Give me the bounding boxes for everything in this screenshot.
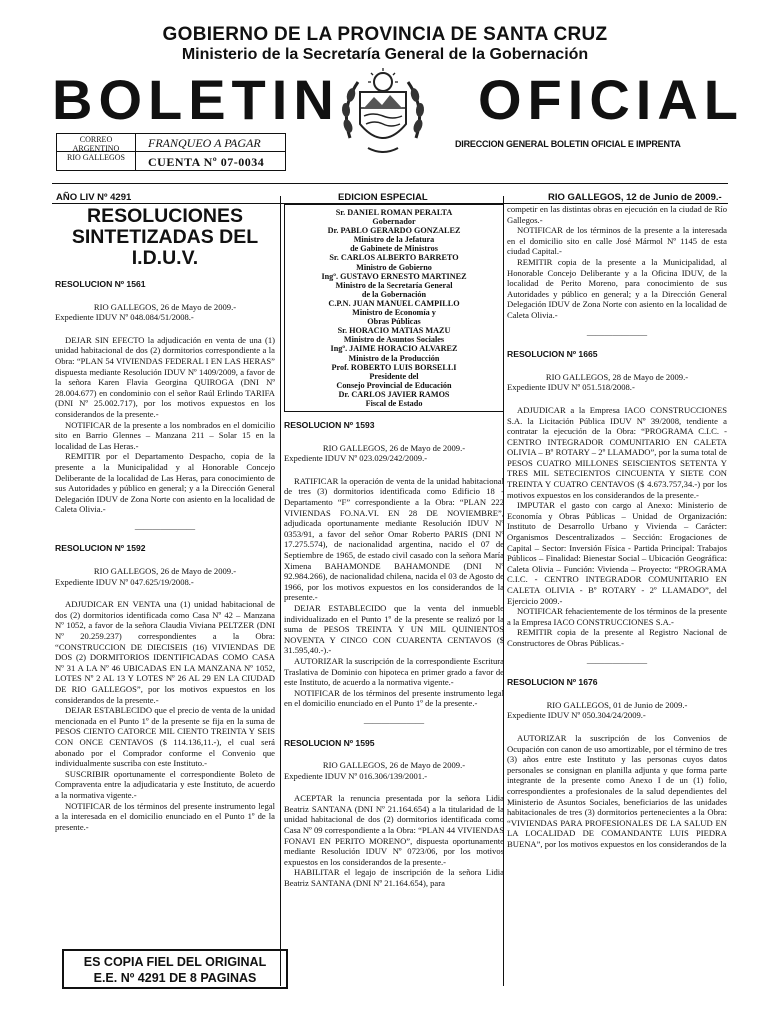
authority-line: de la Gobernación (361, 289, 427, 299)
copy-line: E.E. Nº 4291 DE 8 PAGINAS (93, 971, 257, 985)
authority-line: Gobernador (372, 217, 416, 227)
authority-line: Ministro de la Producción (348, 353, 440, 363)
resolution-paragraph: IMPUTAR el gasto con cargo al Anexo: Ministerio de Economía y Obras Públicas – Unidad de Organización: Instituto de Desarrollo Urbano y Vivienda – Carácter: Organismos Descentralizados – Sección: Erogaciones de Capital – Sector: Inversión Física - Partida Principal: Trabajos Públicos – Finalidad: Bienestar Social – Ubicación Geográfica: Caleta Olivia – Función: Vivienda – Proyecto: “PROGRAMA C.I.C. - CENTRO INTEGRADOR COMUNITARIO EN CALETA OLIVIA - Bº ROTARY - 2º LLAMADO”, del Ejercicio 2009.- (507, 500, 727, 606)
publication-date: RIO GALLEGOS, 12 de Junio de 2009.- (548, 192, 722, 203)
resolution-number: RESOLUCION Nº 1593 (284, 420, 375, 431)
section-separator: ——————— (134, 522, 196, 533)
resolution-paragraph: RATIFICAR la operación de venta de la unidad habitacional de tres (3) dormitorios identificada como Edificio 18 - Departamento “F” correspondiente a la Obra: “PLAN 222 VIVIENDAS FO.NA.VI. EN 28 DE NOVIEMBRE”, adjudicada oportunamente mediante Resolución IDUV Nº 0353/91, a favor del señor Omar Roberto PARIS (DNI Nº 17.275.574), de nacionalidad argentina, nacido el 07 de Septiembre de 1965, de estado civil casado con la señora María Ximena BAHAMONDE BAHAMONDE (DNI Nº 92.984.266), de nacionalidad chilena, nacida el 03 de Agosto de 1966, por los motivos expuestos en los considerandos de la presente.- (284, 475, 504, 603)
resolution-paragraph: competir en las distintas obras en ejecución en la ciudad de Río Gallegos.- (507, 204, 727, 225)
certified-copy-box (62, 949, 288, 989)
header-rule (52, 183, 728, 184)
resolution-number: RESOLUCION Nº 1676 (507, 677, 598, 688)
section-separator: ——————— (586, 328, 648, 339)
authority-line: Dr. CARLOS JAVIER RAMOS (338, 389, 450, 399)
resolution-expediente: Expediente IDUV Nº 023.029/242/2009.- (284, 453, 428, 464)
masthead-oficial: OFICIAL (478, 68, 744, 131)
resolution-paragraph: ADJUDICAR a la Empresa IACO CONSTRUCCIONES S.A. la Licitación Pública IDUV Nº 39/2008, tendiente a contratar la ejecución de la Obra: “PROGRAMA C.I.C. - CENTRO INTEGRADOR COMUNITARIO EN CALETA OLIVIA – Bº ROTARY – 2º LLAMADO”, por la suma total de PESOS CUATRO MILLONES SEISCIENTOS SETENTA Y TRES MIL SETECIENTOS CINCUENTA Y SIETE CON TREINTA Y CUATRO CENTAVOS ($ 4.673.757,34.-) por los motivos expuestos en los considerandos de la presente.- (507, 404, 727, 500)
authority-line: Fiscal de Estado (365, 398, 423, 408)
issue-number: AÑO LIV Nº 4291 (56, 192, 132, 203)
authority-line: Ministro de Asuntos Sociales (343, 335, 445, 345)
authority-line: Consejo Provincial de Educación (336, 380, 452, 390)
masthead-boletin: BOLETIN (52, 68, 340, 131)
copy-line: ES COPIA FIEL DEL ORIGINAL (83, 955, 267, 969)
resolution-date: RIO GALLEGOS, 26 de Mayo de 2009.- (322, 442, 466, 453)
resolution-paragraph: NOTIFICAR de los términos del presente instrumento legal en el domicilio enunciado en el Punto 1º de la presente.- (284, 687, 504, 709)
resolution-paragraph: NOTIFICAR fehacientemente de los términos de la presente a la Empresa IACO CONSTRUCCIONES S.A.- (507, 606, 727, 627)
column-divider (280, 196, 281, 986)
ministry-heading: Ministerio de la Secretaría General de la Gobernación (181, 46, 589, 63)
authority-line: Presidente del (369, 371, 419, 381)
postal-franking-box (56, 133, 286, 171)
resolution-expediente: Expediente IDUV Nº 016.306/139/2001.- (284, 770, 428, 781)
column-3 (507, 204, 727, 849)
authority-line: C.P.N. JUAN MANUEL CAMPILLO (328, 298, 460, 308)
resolution-date: RIO GALLEGOS, 26 de Mayo de 2009.- (93, 301, 237, 312)
column-1 (55, 204, 275, 832)
resolution-paragraph: HABILITAR el legajo de inscripción de la señora Lidia Beatriz SANTANA (DNI Nº 21.164.654), para (284, 867, 504, 889)
franqueo-cell: FRANQUEO A PAGAR (135, 133, 286, 152)
resolution-paragraph: NOTIFICAR de los términos del presente instrumento legal a la interesada en el domicilio enunciado en el Punto 1º de la presente.- (55, 800, 275, 832)
column-2 (284, 204, 504, 889)
resolution-paragraph: AUTORIZAR la suscripción de la correspondiente Escritura Traslativa de Dominio con hipoteca en primer grado a favor de este Instituto, de acuerdo a la normativa vigente.- (284, 655, 504, 688)
resolution-paragraph: DEJAR SIN EFECTO la adjudicación en venta de una (1) unidad habitacional de dos (2) dormitorios correspondiente a la Obra: “PLAN 54 VIVIENDAS FEDERAL I EN LAS HERAS” dispuesta mediante Resolución IDUV Nº 1409/2009, a favor de la señora Karen Flavia Georgina QUIROGA (DNI Nº 28.004.677) en condominio con el señor Raúl Erlindo TARIFA (DNI Nº 25.002.717), por los motivos expuestos en los considerandos de la presente.- (55, 334, 275, 419)
government-heading: GOBIERNO DE LA PROVINCIA DE SANTA CRUZ (162, 24, 608, 45)
authority-line: Ministro de la Secretaría General (335, 280, 453, 290)
resolution-expediente: Expediente IDUV Nº 047.625/19/2008.- (55, 576, 194, 587)
resolution-paragraph: AUTORIZAR la suscripción de los Convenios de Ocupación con canon de uso amortizable, por el término de tres (3) años entre este Instituto y las personas cuyos datos personales se consignan en planilla adjunta y que forma parte integrante de la presente como Anexo I de un (1) folio, correspondientes a profesionales de la salud dependientes del Ministerio de Asuntos Sociales, beneficiarios de las unidades habitacionales de tres (3) dormitorios pertenecientes a la Obra: “VIVIENDAS PARA PROFESIONALES DE LA SALUD EN LA LOCALIDAD DE COMANDANTE LUIS PIEDRA BUENA”, por los motivos expuestos en los considerandos de la (507, 732, 727, 849)
resolution-number: RESOLUCION Nº 1665 (507, 349, 598, 360)
authority-line: Ministro de Gobierno (356, 262, 432, 272)
resolution-date: RIO GALLEGOS, 26 de Mayo de 2009.- (93, 566, 237, 577)
direccion-general-label: DIRECCION GENERAL BOLETIN OFICIAL E IMPRENTA (455, 139, 681, 149)
authority-line: Sr. HORACIO MATIAS MAZU (337, 326, 451, 336)
resolution-paragraph: ADJUDICAR EN VENTA una (1) unidad habitacional de dos (2) dormitorios identificada como Casa Nº 42 – Manzana Nº 1052, a favor de la señora Claudia Viviana PELTZER (DNI Nº 20.259.237) correspondientes a la Obra: “CONSTRUCCION DE DIECISEIS (16) VIVIENDAS DE DOS (2) DORMITORIOS IDENTIFICADAS COMO CASA Nº 31 A LA Nº 46 UBICADAS EN LA MANZANA Nº 1052, LOTES Nº 2 AL 13 Y LOTES Nº 26 AL 29 EN LA CIUDAD DE RIO GALLEGOS”, por los motivos expuestos en los considerandos de la presente.- (55, 599, 275, 705)
authorities-box (284, 204, 504, 412)
resolution-paragraph: NOTIFICAR de los términos de la presente a la interesada en el domicilio sito en calle José Mármol Nº 1145 de esta ciudad Capital.- (507, 225, 727, 257)
resolution-paragraph: REMITIR por el Departamento Despacho, copia de la presente a la Municipalidad y al Honorable Concejo Deliberante de la localidad de Las Heras, para conocimiento de sus Autoridades y público en general; y a la Dirección General Delegación IDUV de Zona Norte con asiento en la localidad de Caleta Olivia.- (55, 451, 275, 515)
resolution-paragraph: ACEPTAR la renuncia presentada por la señora Lidia Beatriz SANTANA (DNI Nº 21.164.654) a la titularidad de la unidad habitacional de dos (2) dormitorios identificada como Casa Nº 09 correspondiente a la Obra: “PLAN 44 VIVIENDAS FONAVI EN PERITO MORENO”, dispuesta oportunamente mediante Resolución IDUV Nº 0723/06, por los motivos expuestos en los considerandos de la presente.- (284, 793, 504, 867)
resolution-date: RIO GALLEGOS, 28 de Mayo de 2009.- (545, 371, 689, 382)
resolution-paragraph: NOTIFICAR de la presente a los nombrados en el domicilio sito en Barrio Glennes – Manzana 211 – Solar 15 en la localidad de Las Heras.- (55, 419, 275, 451)
resolution-number: RESOLUCION Nº 1595 (284, 737, 375, 748)
cuenta-cell: CUENTA Nº 07-0034 (135, 151, 286, 171)
resolution-paragraph: DEJAR ESTABLECIDO que la venta del inmueble individualizado en el Punto 1º de la presente se realizó por la suma de PESOS TREINTA Y UN MIL QUINIENTOS NOVENTA Y CINCO CON CUARENTA CENTAVOS ($ 31.595,40.-).- (284, 602, 504, 656)
section-separator: ——————— (363, 716, 425, 727)
correo-cell: CORREO ARGENTINO (56, 133, 136, 152)
resolution-number: RESOLUCION Nº 1561 (55, 279, 146, 289)
authority-line: Obras Públicas (367, 317, 421, 327)
province-seal-icon (338, 68, 428, 156)
resolution-date: RIO GALLEGOS, 01 de Junio de 2009.- (546, 699, 688, 710)
authority-line: Ingº. GUSTAVO ERNESTO MARTINEZ (321, 271, 467, 281)
section-separator: ——————— (586, 656, 648, 667)
resolution-paragraph: REMITIR copia de la presente al Registro Nacional de Constructores de Obras Públicas.- (507, 627, 727, 648)
resolution-number: RESOLUCION Nº 1592 (55, 543, 146, 554)
authority-line: de Gabinete de Ministros (350, 244, 438, 254)
authority-line: Ministro de Economía y (352, 308, 436, 318)
authority-line: Prof. ROBERTO LUIS BORSELLI (331, 362, 457, 372)
rio-gallegos-cell: RIO GALLEGOS (56, 151, 136, 171)
resolution-paragraph: DEJAR ESTABLECIDO que el precio de venta de la unidad mencionada en el Punto 1º de la presente se fija en la suma de PESOS CIENTO CATORCE MIL CIENTO TREINTA Y SEIS CON ONCE CENTAVOS ($ 114.136,11.-), el cual será abonado por el Comprador conforme el Convenio que individualmente suscriba con este Instituto.- (55, 705, 275, 769)
resolution-paragraph: REMITIR copia de la presente a la Municipalidad, al Honorable Concejo Deliberante y a la Oficina IDUV, de la localidad de Perito Moreno, para conocimiento de sus Autoridades y público en general; y a la Dirección General Delegación IDUV de Zona Norte con asiento en la localidad de Caleta Olivia.- (507, 256, 727, 320)
authority-line: Ministro de la Jefatura (353, 235, 435, 245)
section-title: RESOLUCIONES SINTETIZADAS DEL I.D.U.V. (71, 205, 259, 269)
resolution-date: RIO GALLEGOS, 26 de Mayo de 2009.- (322, 760, 466, 771)
resolution-expediente: Expediente IDUV Nº 051.518/2008.- (507, 382, 635, 393)
authority-line: Dr. PABLO GERARDO GONZALEZ (327, 226, 461, 236)
resolution-paragraph: SUSCRIBIR oportunamente el correspondiente Boleto de Compraventa entre la adjudicataria y este Instituto, de acuerdo a la normativa vigente.- (55, 768, 275, 800)
authority-line: Sr. CARLOS ALBERTO BARRETO (329, 253, 459, 263)
edition-label: EDICION ESPECIAL (338, 192, 428, 203)
resolution-expediente: Expediente IDUV Nº 048.084/51/2008.- (55, 312, 194, 323)
authority-line: Ingº. JAIME HORACIO ALVAREZ (330, 344, 458, 354)
authority-line: Sr. DANIEL ROMAN PERALTA (335, 208, 453, 217)
resolution-expediente: Expediente IDUV Nº 050.304/24/2009.- (507, 710, 646, 721)
